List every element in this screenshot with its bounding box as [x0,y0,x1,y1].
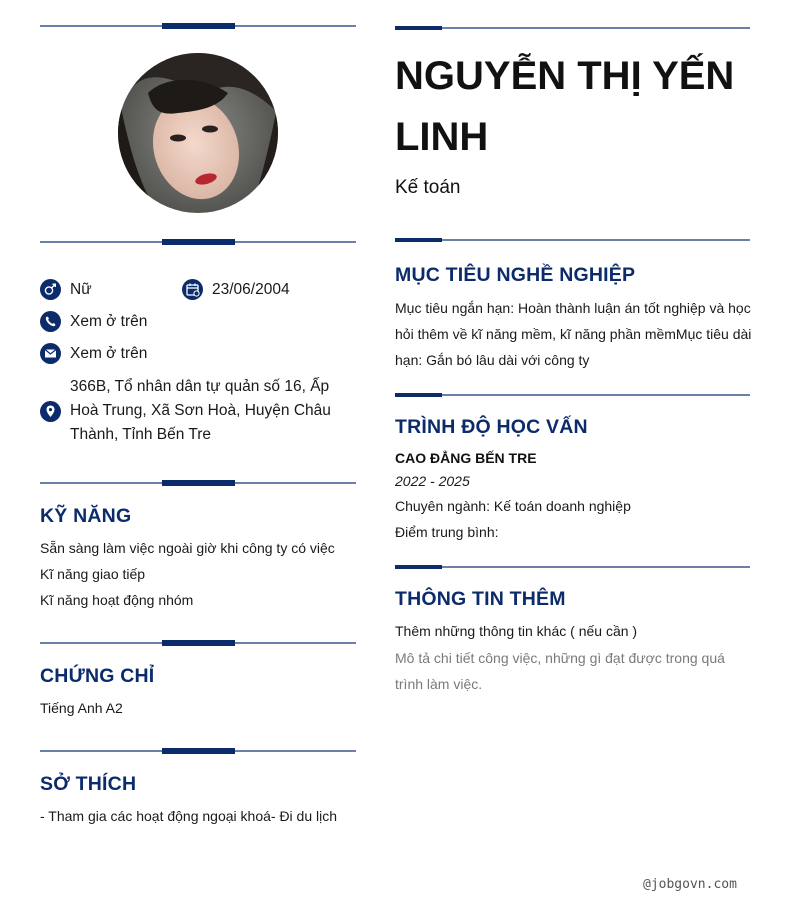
extra-info-description: Mô tả chi tiết công việc, những gì đạt được trong quá trình làm việc. [395,650,725,692]
certificates-title: CHỨNG CHỈ [40,665,155,687]
location-pin-icon [40,401,61,422]
objective-text: Mục tiêu ngắn hạn: Hoàn thành luận án tốt nghiệp và học hỏi thêm về kĩ năng mềm, kĩ năng phần mềmMục tiêu dài hạn: Gắn bó lâu dài với công ty [395,300,752,368]
education-years: 2022 - 2025 [395,473,470,489]
skill-item: Kĩ năng giao tiếp [40,566,146,582]
education-gpa: Điểm trung bình: [395,524,499,540]
full-name: NGUYỄN THỊ YẾN LINH [395,54,735,159]
phone-value: Xem ở trên [70,312,148,330]
section-divider [395,390,750,400]
skills-title: KỸ NĂNG [40,505,132,527]
section-divider [395,23,750,33]
birthday-value: 23/06/2004 [212,280,290,298]
skill-item: Kĩ năng hoạt động nhóm [40,592,194,608]
certificate-item: Tiếng Anh A2 [40,700,123,716]
watermark: @jobgovn.com [643,877,737,892]
gender-icon [40,279,61,300]
section-divider [40,746,356,756]
section-divider [395,235,750,245]
extra-info-title: THÔNG TIN THÊM [395,588,566,610]
address-value: 366B, Tổ nhân dân tự quản số 16, Ấp Hoà Trung, Xã Sơn Hoà, Huyện Châu Thành, Tỉnh Bến Tre [70,378,331,443]
email-value: Xem ở trên [70,344,148,362]
section-divider [395,562,750,572]
email-row [40,343,147,364]
email-icon [40,343,61,364]
extra-info-line: Thêm những thông tin khác ( nếu cần ) [395,623,638,639]
section-divider [40,478,356,488]
section-divider [40,21,356,31]
objective-title: MỤC TIÊU NGHỀ NGHIỆP [395,264,636,286]
education-title: TRÌNH ĐỘ HỌC VẤN [395,416,588,438]
section-divider [40,638,356,648]
avatar [118,53,278,213]
hobbies-title: SỞ THÍCH [40,773,137,795]
birthday-row [182,279,290,300]
gender-value: Nữ [70,280,92,298]
calendar-icon [182,279,203,300]
hobbies-text: - Tham gia các hoạt động ngoại khoá- Đi du lịch [40,808,338,824]
phone-icon [40,311,61,332]
skill-item: Sẵn sàng làm việc ngoài giờ khi công ty có việc [40,540,335,556]
school-name: CAO ĐẲNG BẾN TRE [395,450,537,466]
section-divider [40,237,356,247]
phone-row [40,311,147,332]
gender-row [40,279,92,300]
address-row [40,375,356,447]
job-title: Kế toán [395,177,461,198]
education-major: Chuyên ngành: Kế toán doanh nghiệp [395,498,631,514]
